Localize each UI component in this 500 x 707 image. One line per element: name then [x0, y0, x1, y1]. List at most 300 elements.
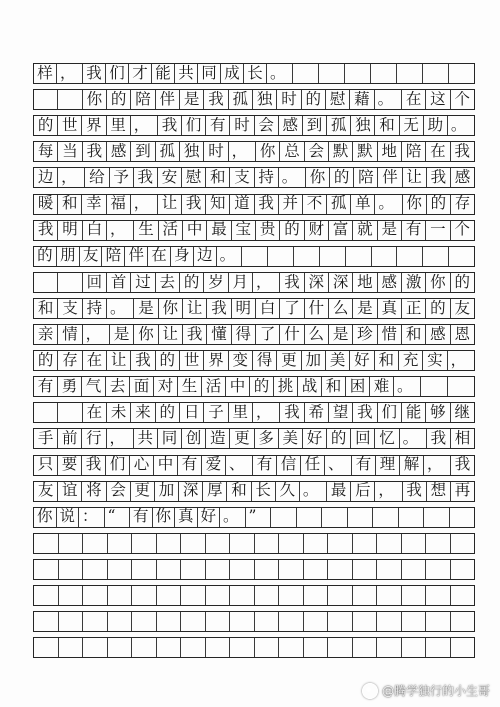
grid-cell: 存 [58, 351, 82, 370]
grid-cell: 同 [158, 429, 182, 448]
grid-cell [34, 612, 59, 631]
grid-cell: 们 [106, 456, 130, 475]
grid-cell: 心 [130, 456, 154, 475]
grid-cell: 助 [424, 116, 448, 135]
grid-cell: 世 [58, 116, 82, 135]
grid-cell: 在 [148, 247, 171, 266]
grid-cell [83, 560, 108, 579]
grid-cell [206, 638, 231, 657]
grid-row [33, 350, 475, 371]
grid-cell [451, 534, 475, 553]
grid-cell: 你 [83, 90, 107, 109]
grid-cell: 暖 [34, 195, 58, 214]
grid-cell [181, 534, 206, 553]
grid-cell: 个 [454, 89, 470, 108]
grid-cell [181, 612, 206, 631]
grid-cell: 的 [34, 351, 58, 370]
grid-cell [377, 612, 402, 631]
grid-cell [34, 586, 59, 605]
grid-cell [279, 534, 304, 553]
grid-cell: 我 [82, 456, 106, 475]
grid-cell: 友 [80, 247, 103, 266]
grid-cell [319, 64, 345, 83]
grid-cell: 会 [255, 116, 279, 135]
grid-cell [377, 638, 402, 657]
grid-row [33, 507, 475, 528]
grid-cell: 造 [206, 429, 230, 448]
grid-cell: 。 [267, 64, 293, 83]
grid-cell: 亲 [34, 325, 58, 344]
grid-cell: 的 [107, 90, 131, 109]
grid-cell: 未 [107, 403, 131, 422]
grid-cell: 手 [34, 429, 58, 448]
grid-cell: 在 [402, 90, 426, 109]
grid-cell: 我 [207, 299, 231, 318]
grid-cell: 朋 [57, 247, 80, 266]
grid-cell: 够 [426, 403, 450, 422]
grid-row [33, 246, 475, 267]
grid-cell [157, 560, 182, 579]
grid-cell: 加 [302, 351, 326, 370]
grid-cell: 明 [58, 221, 82, 240]
grid-cell: 并 [279, 195, 303, 214]
grid-cell [181, 638, 206, 657]
grid-cell: 勇 [58, 377, 82, 396]
grid-cell: 恩 [454, 324, 470, 343]
grid-cell: 将 [82, 482, 106, 501]
grid-cell: 困 [346, 377, 370, 396]
grid-cell [83, 638, 108, 657]
grid-cell: 有 [402, 221, 426, 240]
grid-cell: 、 [325, 456, 352, 475]
grid-cell: 么 [305, 325, 329, 344]
grid-cell: 继 [454, 403, 470, 422]
grid-cell: 战 [298, 377, 322, 396]
grid-cell: 里 [107, 116, 131, 135]
grid-cell: 无 [400, 116, 424, 135]
grid-cell [371, 64, 397, 83]
grid-cell: 中 [226, 377, 250, 396]
grid-cell: 能 [402, 403, 426, 422]
grid-cell: 样 [34, 64, 57, 83]
grid-cell: 的 [180, 273, 204, 292]
grid-cell: 共 [134, 429, 158, 448]
grid-cell: 活 [159, 221, 183, 240]
grid-cell: 感 [426, 325, 450, 344]
grid-cell [206, 612, 231, 631]
grid-cell [423, 247, 449, 266]
grid-cell [132, 612, 157, 631]
grid-cell: 中 [154, 456, 178, 475]
grid-cell: 感 [378, 273, 402, 292]
grid-cell [451, 586, 475, 605]
grid-cell [320, 247, 346, 266]
grid-cell: 回 [351, 429, 375, 448]
grid-cell: 更 [277, 351, 301, 370]
grid-cell: 你 [153, 508, 176, 527]
grid-cell: 存 [454, 194, 471, 213]
grid-cell: 更 [230, 429, 254, 448]
grid-cell [83, 586, 108, 605]
grid-cell: 持 [255, 168, 279, 187]
grid-cell: 我 [427, 429, 451, 448]
grid-cell: 伴 [378, 168, 402, 187]
grid-cell [353, 612, 378, 631]
grid-cell [268, 247, 294, 266]
grid-cell: 长 [252, 482, 276, 501]
grid-cell: 到 [303, 116, 327, 135]
grid-cell: 理 [376, 456, 400, 475]
grid-cell: 加 [155, 482, 179, 501]
grid-row [33, 481, 475, 502]
grid-cell: 的 [156, 351, 180, 370]
grid-cell: 明 [232, 299, 256, 318]
grid-cell: 有 [178, 456, 202, 475]
grid-cell: 默 [353, 142, 377, 161]
grid-cell: 们 [378, 403, 402, 422]
grid-cell: 个 [454, 220, 470, 239]
grid-cell: 才 [129, 64, 152, 83]
grid-cell [402, 560, 427, 579]
grid-cell: 了 [280, 299, 304, 318]
grid-cell [255, 612, 280, 631]
grid-cell: 激 [402, 273, 426, 292]
grid-cell [206, 534, 231, 553]
grid-cell: 是 [110, 325, 134, 344]
grid-cell: 的 [34, 116, 58, 135]
grid-cell [108, 534, 133, 553]
grid-cell [304, 586, 329, 605]
grid-cell [83, 612, 108, 631]
grid-cell: 到 [131, 142, 155, 161]
grid-cell: 的 [302, 90, 326, 109]
grid-cell: 们 [182, 116, 206, 135]
grid-cell: ： [79, 508, 105, 527]
grid-cell: 中 [183, 221, 207, 240]
grid-cell: 什 [305, 299, 329, 318]
grid-row [33, 298, 475, 319]
grid-cell [402, 638, 427, 657]
grid-cell: 。 [107, 299, 134, 318]
grid-cell [451, 612, 475, 631]
grid-cell: 的 [327, 429, 351, 448]
grid-cell: 我 [134, 168, 158, 187]
grid-cell: 信 [277, 456, 301, 475]
platform-logo-icon [362, 683, 378, 699]
grid-cell: 回 [83, 273, 107, 292]
grid-cell [353, 638, 378, 657]
grid-cell [108, 560, 133, 579]
grid-cell: 藉 [350, 90, 374, 109]
grid-cell [377, 560, 402, 579]
grid-cell: 在 [426, 142, 450, 161]
grid-cell [426, 560, 451, 579]
grid-row [33, 376, 475, 397]
grid-cell: 宝 [232, 221, 256, 240]
grid-cell: 月 [229, 273, 253, 292]
grid-cell: 共 [175, 64, 198, 83]
grid-cell: 友 [34, 482, 58, 501]
grid-cell: ， [131, 116, 158, 135]
grid-cell: 让 [159, 325, 183, 344]
grid-cell: 边 [34, 168, 58, 187]
grid-cell [279, 586, 304, 605]
grid-cell: 来 [131, 403, 155, 422]
grid-cell: 孤 [229, 90, 253, 109]
grid-cell [59, 560, 84, 579]
grid-cell [255, 638, 280, 657]
grid-cell [206, 560, 231, 579]
grid-cell [377, 534, 402, 553]
grid-cell [450, 508, 475, 527]
grid-cell: 会 [107, 482, 131, 501]
grid-cell: 。 [450, 115, 467, 134]
grid-cell: 真 [175, 508, 198, 527]
grid-cell [402, 534, 427, 553]
grid-cell: 深 [305, 273, 329, 292]
grid-cell: 好 [198, 508, 221, 527]
grid-row [33, 611, 475, 632]
grid-cell: 解 [400, 456, 424, 475]
grid-cell: 有 [34, 377, 58, 396]
grid-row [33, 115, 475, 136]
grid-cell: 生 [134, 221, 158, 240]
grid-cell: 最 [207, 221, 231, 240]
grid-cell [108, 612, 133, 631]
grid-cell [59, 612, 84, 631]
grid-cell: 是 [378, 221, 402, 240]
grid-cell: 深 [179, 482, 203, 501]
grid-cell: 的 [156, 403, 180, 422]
grid-cell [132, 534, 157, 553]
grid-cell: 的 [250, 377, 274, 396]
grid-cell: 谊 [58, 482, 82, 501]
grid-cell: 好 [303, 429, 327, 448]
grid-cell: 孤 [327, 116, 351, 135]
grid-cell: 我 [83, 64, 106, 83]
grid-cell [294, 247, 320, 266]
grid-cell [426, 638, 451, 657]
grid-cell: 我 [158, 116, 182, 135]
grid-cell [255, 586, 280, 605]
grid-cell [34, 403, 58, 422]
grid-cell: 们 [106, 64, 129, 83]
grid-cell: 友 [454, 298, 470, 317]
grid-cell [34, 560, 59, 579]
grid-cell: 是 [329, 325, 353, 344]
grid-cell: 持 [83, 299, 107, 318]
grid-row [33, 272, 475, 293]
grid-cell: 我 [427, 168, 451, 187]
grid-cell: 美 [279, 429, 303, 448]
grid-cell: 让 [183, 299, 207, 318]
grid-cell [34, 534, 59, 553]
grid-cell: 伴 [156, 90, 180, 109]
grid-cell: 予 [110, 168, 134, 187]
grid-cell: 你 [256, 142, 280, 161]
grid-cell: 忆 [375, 429, 399, 448]
grid-cell [34, 90, 58, 109]
grid-cell: 感 [107, 142, 131, 161]
grid-cell: 你 [34, 508, 57, 527]
grid-cell: 挑 [274, 377, 298, 396]
grid-cell [58, 273, 82, 292]
grid-cell [255, 534, 280, 553]
grid-cell [448, 377, 474, 396]
grid-cell: 我 [204, 90, 228, 109]
grid-cell [279, 560, 304, 579]
grid-cell: 。 [220, 508, 246, 527]
grid-cell: 久 [276, 482, 300, 501]
grid-cell: 日 [180, 403, 204, 422]
grid-cell: 时 [277, 90, 301, 109]
grid-cell: 你 [134, 325, 158, 344]
grid-cell: 陪 [131, 90, 155, 109]
grid-cell [58, 90, 82, 109]
grid-cell: 去 [156, 273, 180, 292]
grid-cell [397, 247, 423, 266]
grid-row [33, 167, 475, 188]
grid-cell: ， [253, 273, 280, 292]
grid-cell: 慰 [326, 90, 350, 109]
grid-cell [399, 508, 425, 527]
grid-cell: 陪 [402, 142, 426, 161]
grid-cell [230, 638, 255, 657]
grid-cell: 幸 [82, 195, 106, 214]
grid-cell: 财 [305, 221, 329, 240]
grid-cell [181, 586, 206, 605]
grid-cell: 让 [158, 195, 182, 214]
grid-cell [255, 560, 280, 579]
grid-cell: 、 [226, 456, 253, 475]
grid-cell: 我 [183, 325, 207, 344]
grid-cell: 我 [454, 142, 470, 161]
grid-cell: 知 [206, 195, 230, 214]
grid-cell: 相 [454, 429, 471, 448]
grid-cell: 的 [427, 195, 451, 214]
grid-cell: 行 [82, 429, 106, 448]
grid-cell: 和 [58, 195, 82, 214]
grid-cell [279, 638, 304, 657]
grid-cell: 当 [58, 142, 82, 161]
grid-cell: 和 [227, 482, 251, 501]
grid-cell [58, 403, 82, 422]
grid-cell [424, 508, 450, 527]
grid-cell: 支 [58, 299, 82, 318]
grid-cell [132, 586, 157, 605]
grid-cell: ， [83, 325, 110, 344]
grid-cell: 最 [327, 482, 351, 501]
grid-cell: 正 [402, 299, 426, 318]
grid-cell: 和 [34, 299, 58, 318]
grid-cell [328, 612, 353, 631]
grid-row [33, 402, 475, 423]
grid-cell: 有 [206, 116, 230, 135]
grid-cell: 你 [426, 273, 450, 292]
grid-row [33, 585, 475, 606]
grid-cell [426, 612, 451, 631]
grid-cell [304, 638, 329, 657]
grid-cell: 。 [375, 195, 402, 214]
grid-cell: ， [58, 168, 85, 187]
grid-cell: 我 [182, 195, 206, 214]
grid-cell: 我 [454, 455, 471, 474]
grid-cell: 我 [131, 351, 155, 370]
grid-cell: 让 [107, 351, 131, 370]
grid-row [33, 220, 475, 241]
grid-cell: 的 [454, 272, 470, 291]
grid-cell: 。 [394, 377, 421, 396]
grid-cell: 岁 [204, 273, 228, 292]
grid-cell: 给 [85, 168, 109, 187]
grid-cell: 会 [305, 142, 329, 161]
grid-cell: 你 [159, 299, 183, 318]
grid-cell [157, 534, 182, 553]
grid-cell: 感 [279, 116, 303, 135]
grid-cell: 和 [322, 377, 346, 396]
grid-cell: 默 [329, 142, 353, 161]
grid-cell [328, 586, 353, 605]
grid-cell: 过 [131, 273, 155, 292]
grid-cell [132, 638, 157, 657]
grid-cell [293, 64, 319, 83]
grid-cell: 厚 [203, 482, 227, 501]
grid-cell: 珍 [353, 325, 377, 344]
grid-cell: 和 [402, 325, 426, 344]
grid-cell: 在 [83, 351, 107, 370]
grid-cell: 。 [400, 429, 427, 448]
grid-cell [59, 638, 84, 657]
grid-row [33, 637, 475, 658]
grid-cell: 真 [378, 299, 402, 318]
grid-cell [157, 612, 182, 631]
grid-cell: 说 [57, 508, 80, 527]
grid-cell: 多 [255, 429, 279, 448]
grid-cell [230, 586, 255, 605]
grid-cell: 伴 [125, 247, 148, 266]
grid-cell: 陪 [354, 168, 378, 187]
grid-cell [402, 612, 427, 631]
grid-cell: 么 [329, 299, 353, 318]
grid-cell: 任 [301, 456, 325, 475]
grid-cell [34, 638, 59, 657]
grid-cell: 长 [244, 64, 267, 83]
grid-cell: 面 [130, 377, 154, 396]
grid-cell [328, 638, 353, 657]
grid-cell [157, 586, 182, 605]
grid-cell: 什 [280, 325, 304, 344]
grid-cell: 深 [329, 273, 353, 292]
grid-cell: 你 [306, 168, 330, 187]
grid-cell [322, 508, 348, 527]
grid-cell: 我 [353, 403, 377, 422]
grid-cell: 安 [158, 168, 182, 187]
grid-cell [230, 534, 255, 553]
grid-cell: 。 [279, 168, 306, 187]
grid-cell: 独 [180, 142, 204, 161]
grid-cell [449, 247, 474, 266]
grid-cell [449, 64, 474, 83]
grid-cell [451, 638, 475, 657]
grid-cell: 好 [350, 351, 374, 370]
grid-cell: 孤 [156, 142, 180, 161]
grid-cell: 我 [34, 221, 58, 240]
grid-cell [346, 247, 372, 266]
grid-cell: 难 [370, 377, 394, 396]
grid-cell: 孤 [327, 195, 351, 214]
grid-cell [353, 534, 378, 553]
grid-cell: 的 [330, 168, 354, 187]
